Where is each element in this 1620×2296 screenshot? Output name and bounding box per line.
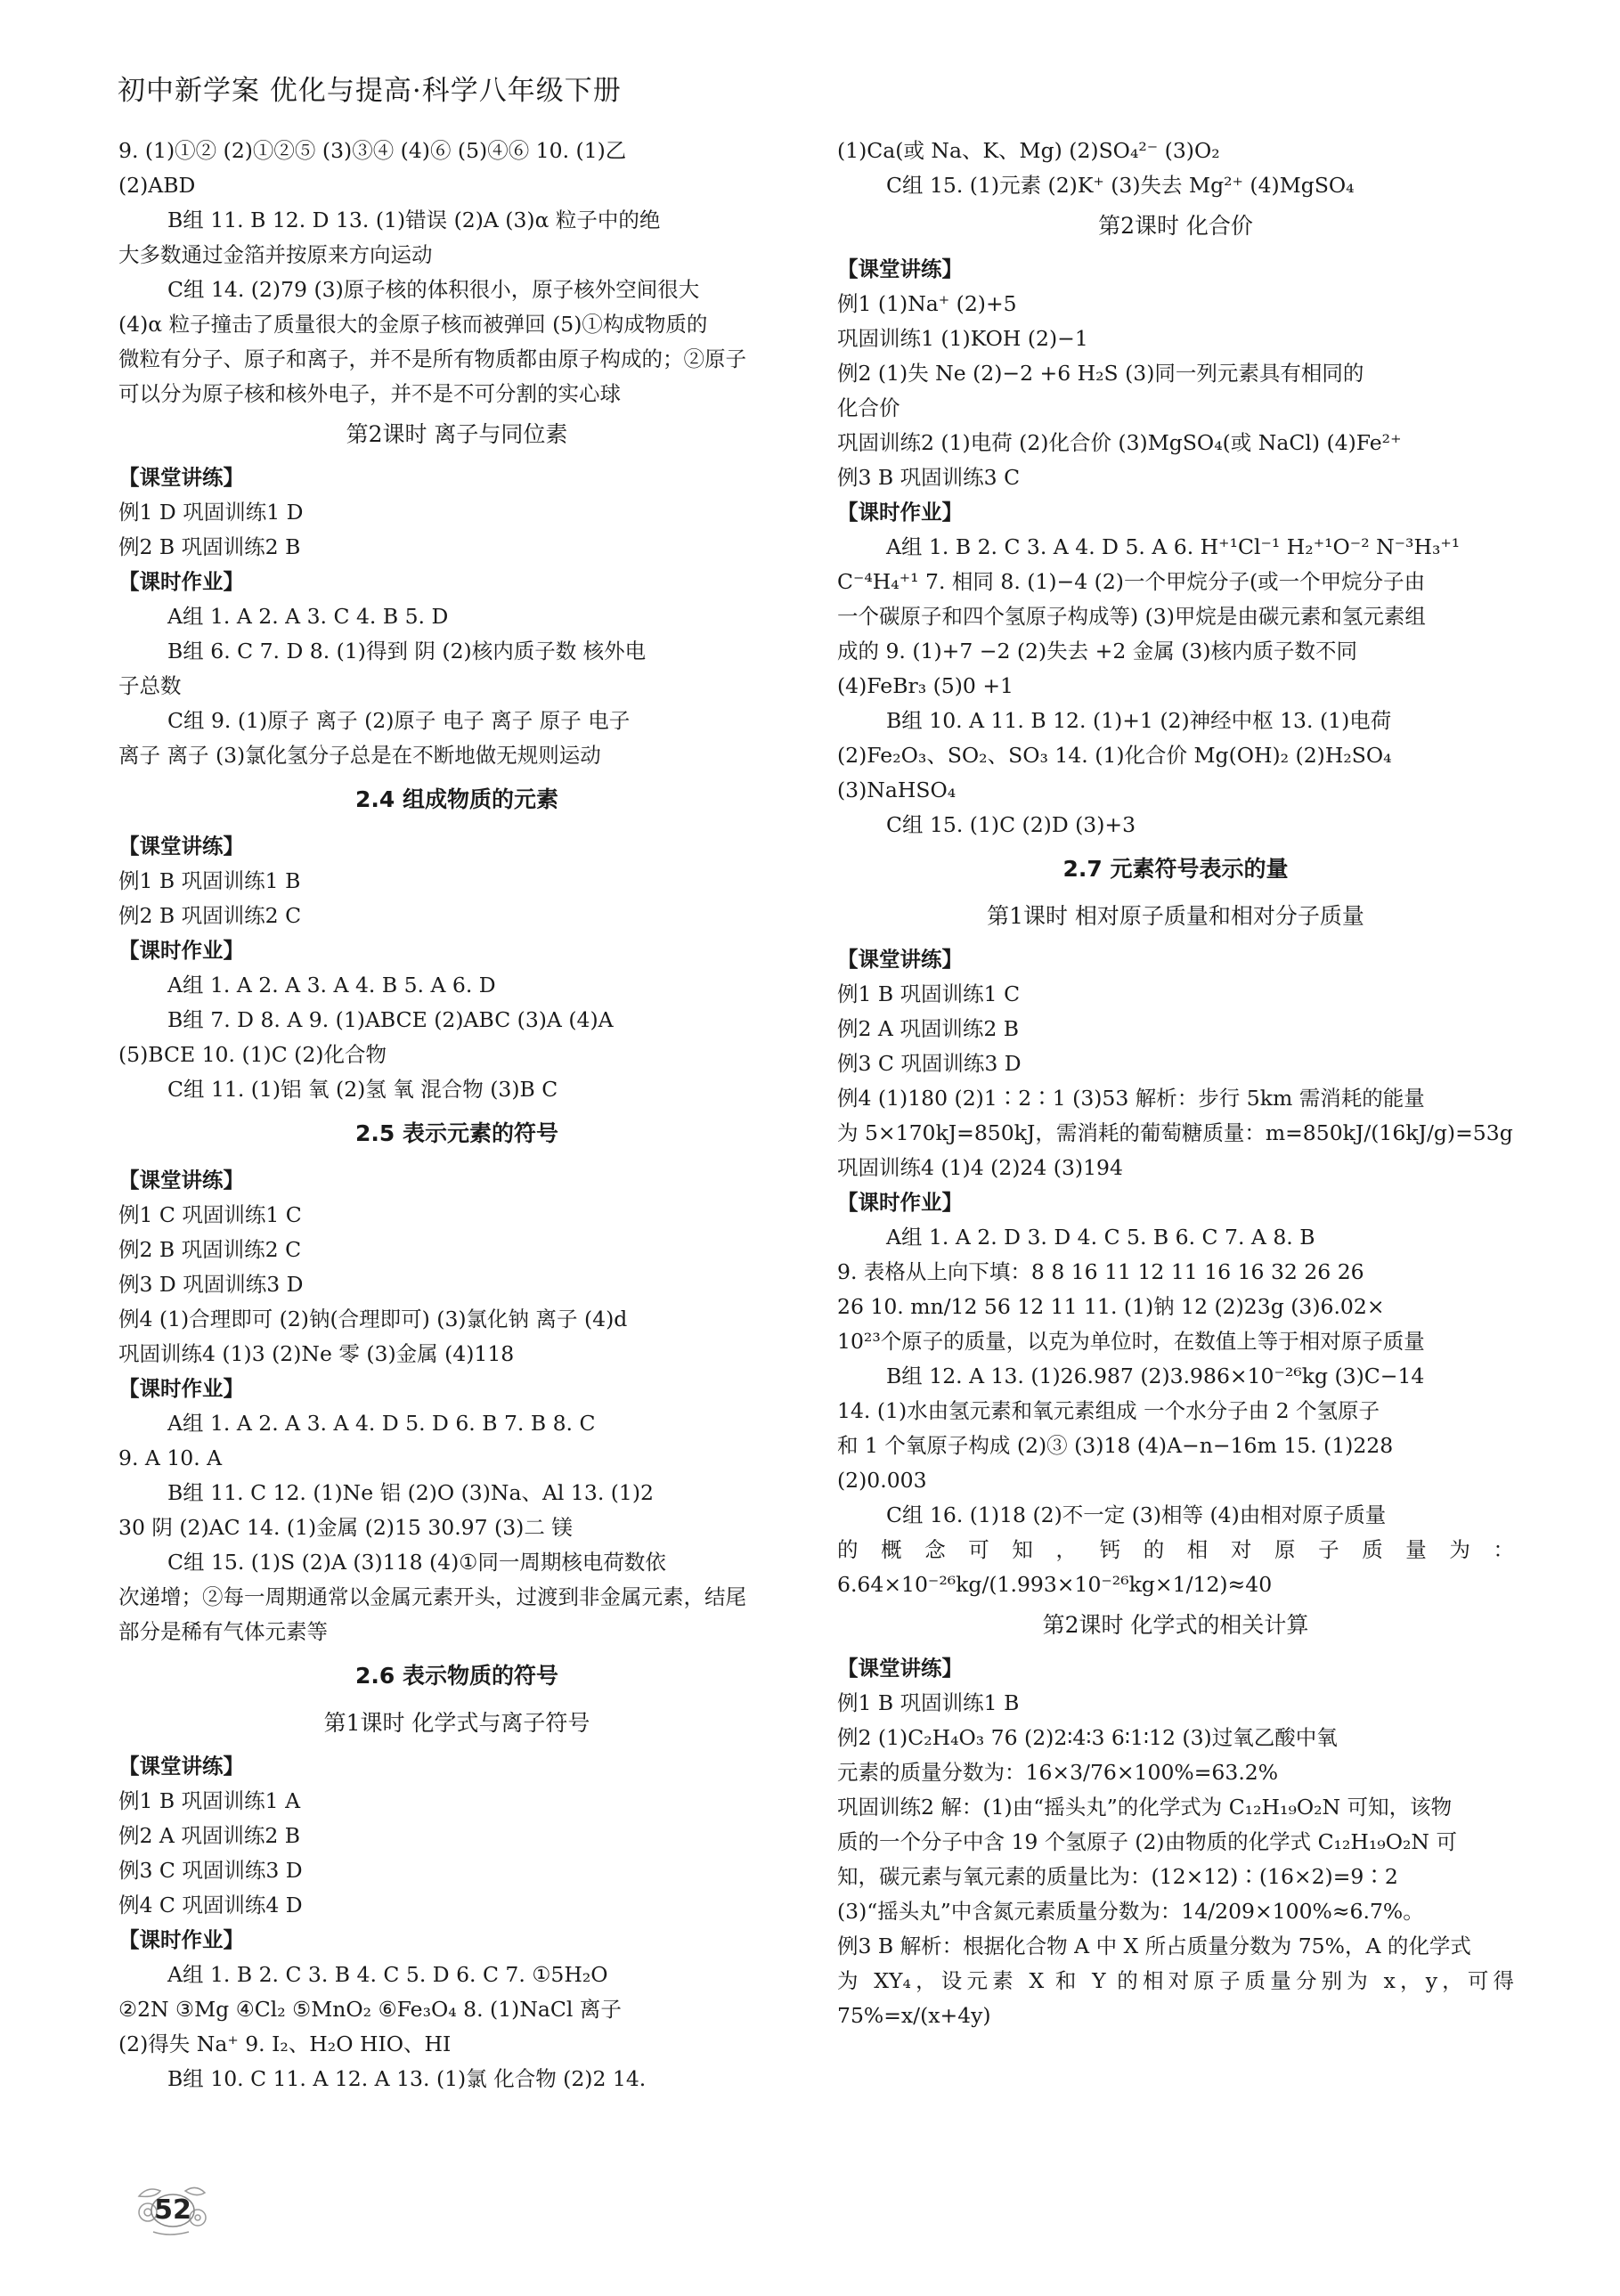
- answer-group-line: A组 1. A 2. A 3. C 4. B 5. D: [167, 604, 449, 629]
- answer-line: (2)Fe₂O₃、SO₂、SO₃ 14. (1)化合价 Mg(OH)₂ (2)H₂SO₄: [837, 743, 1392, 768]
- subsection-label: 【课堂讲练】: [118, 1754, 244, 1779]
- answer-line: 例4 (1)合理即可 (2)钠(合理即可) (3)氯化钠 离子 (4)d: [118, 1307, 628, 1331]
- answer-line: 巩固训练4 (1)3 (2)Ne 零 (3)金属 (4)118: [118, 1341, 515, 1366]
- right-column: [837, 134, 1514, 2033]
- answer-group-line: A组 1. A 2. D 3. D 4. C 5. B 6. C 7. A 8. B: [886, 1225, 1315, 1250]
- answer-line: 的概念可知，钙的相对原子质量为：6.64×10⁻²⁶kg/(1.993×10⁻²⁶kg×1/12)≈40: [837, 1537, 1514, 1597]
- answer-line: (2)0.003: [837, 1468, 927, 1493]
- answer-line: 例3 D 巩固训练3 D: [118, 1272, 304, 1297]
- answer-group-line: C组 15. (1)S (2)A (3)118 (4)①同一周期核电荷数依: [167, 1550, 666, 1575]
- section-title: 2.7 元素符号表示的量: [1062, 856, 1289, 882]
- section-title: 2.5 表示元素的符号: [355, 1120, 558, 1146]
- answer-line: 例1 (1)Na⁺ (2)+5: [837, 291, 1017, 316]
- answer-line: 例1 D 巩固训练1 D: [118, 500, 304, 525]
- subsection-label: 【课堂讲练】: [837, 947, 963, 972]
- subsection-label: 【课时作业】: [118, 1376, 244, 1401]
- answer-line: (3)NaHSO₄: [837, 778, 957, 802]
- answer-line: 例2 B 巩固训练2 C: [118, 903, 302, 928]
- answer-line: 巩固训练2 (1)电荷 (2)化合价 (3)MgSO₄(或 NaCl) (4)Fe²⁺: [837, 430, 1402, 455]
- answer-line: 26 10. mn/12 56 12 11 11. (1)钠 12 (2)23g (3)6.02×: [837, 1294, 1385, 1319]
- answer-line: 例3 B 解析：根据化合物 A 中 X 所占质量分数为 75%，A 的化学式: [837, 1934, 1471, 1958]
- answer-group-line: B组 10. A 11. B 12. (1)+1 (2)神经中枢 13. (1)电荷: [886, 708, 1392, 733]
- subsection-label: 【课堂讲练】: [118, 834, 244, 859]
- answer-line: 9. (1)①② (2)①②⑤ (3)③④ (4)⑥ (5)④⑥ 10. (1)乙: [118, 138, 627, 163]
- subsection-label: 【课时作业】: [118, 938, 244, 963]
- page-number-badge: [135, 2178, 210, 2237]
- answer-line: (4)FeBr₃ (5)0 +1: [837, 673, 1014, 698]
- answer-line: 例3 C 巩固训练3 D: [837, 1051, 1022, 1076]
- answer-line: 例1 B 巩固训练1 B: [118, 868, 301, 893]
- answer-group-line: B组 6. C 7. D 8. (1)得到 阴 (2)核内质子数 核外电: [167, 639, 647, 664]
- answer-line: C⁻⁴H₄⁺¹ 7. 相同 8. (1)−4 (2)一个甲烷分子(或一个甲烷分子由: [837, 569, 1426, 594]
- answer-line: 例2 (1)C₂H₄O₃ 76 (2)2∶4∶3 6∶1∶12 (3)过氧乙酸中氧: [837, 1725, 1338, 1750]
- answer-line: 10²³个原子的质量，以克为单位时，在数值上等于相对原子质量: [837, 1329, 1425, 1354]
- answer-line: 例2 B 巩固训练2 B: [118, 534, 301, 559]
- answer-line: 例4 C 巩固训练4 D: [118, 1893, 303, 1917]
- answer-line: 为 5×170kJ=850kJ，需消耗的葡萄糖质量：m=850kJ/(16kJ/g)=53g: [837, 1120, 1513, 1145]
- answer-line: 化合价: [837, 395, 900, 420]
- answer-group-line: C组 15. (1)C (2)D (3)+3: [886, 812, 1136, 837]
- answer-group-line: C组 16. (1)18 (2)不一定 (3)相等 (4)由相对原子质量: [886, 1502, 1387, 1527]
- answer-line: 可以分为原子核和核外电子，并不是不可分割的实心球: [118, 381, 621, 406]
- subsection-label: 【课堂讲练】: [118, 1168, 244, 1193]
- answer-group-line: A组 1. A 2. A 3. A 4. B 5. A 6. D: [167, 973, 496, 997]
- answer-line: 例1 B 巩固训练1 C: [837, 981, 1021, 1006]
- answer-line: 例2 (1)失 Ne (2)−2 +6 H₂S (3)同一列元素具有相同的: [837, 361, 1364, 386]
- answer-group-line: B组 7. D 8. A 9. (1)ABCE (2)ABC (3)A (4)A: [167, 1007, 614, 1032]
- answer-group-line: B组 11. B 12. D 13. (1)错误 (2)A (3)α 粒子中的绝: [167, 208, 661, 232]
- answer-line: 大多数通过金箔并按原来方向运动: [118, 242, 433, 267]
- answer-line: 9. A 10. A: [118, 1445, 223, 1470]
- answer-line: (4)α 粒子撞击了质量很大的金原子核而被弹回 (5)①构成物质的: [118, 312, 708, 337]
- answer-line: 30 阴 (2)AC 14. (1)金属 (2)15 30.97 (3)二 镁: [118, 1515, 573, 1540]
- answer-line: 14. (1)水由氢元素和氧元素组成 一个水分子由 2 个氢原子: [837, 1398, 1380, 1423]
- page-header: 初中新学案 优化与提高·科学八年级下册: [118, 75, 622, 107]
- answer-group-line: C组 14. (2)79 (3)原子核的体积很小，原子核外空间很大: [167, 277, 700, 302]
- answer-line: (1)Ca(或 Na、K、Mg) (2)SO₄²⁻ (3)O₂: [837, 138, 1220, 163]
- answer-group-line: C组 11. (1)铝 氧 (2)氢 氧 混合物 (3)B C: [167, 1077, 558, 1102]
- lesson-title: 第2课时 离子与同位素: [346, 421, 568, 447]
- answer-line: 部分是稀有气体元素等: [118, 1619, 328, 1644]
- answer-line: 巩固训练1 (1)KOH (2)−1: [837, 326, 1088, 351]
- page-number: 52: [154, 2194, 191, 2226]
- section-title: 2.6 表示物质的符号: [355, 1663, 558, 1689]
- answer-line: 例4 (1)180 (2)1∶2∶1 (3)53 解析：步行 5km 需消耗的能量: [837, 1086, 1425, 1111]
- subsection-label: 【课堂讲练】: [837, 1656, 963, 1681]
- answer-line: 成的 9. (1)+7 −2 (2)失去 +2 金属 (3)核内质子数不同: [837, 639, 1357, 664]
- answer-line: 例1 B 巩固训练1 B: [837, 1690, 1020, 1715]
- answer-line: 例2 A 巩固训练2 B: [118, 1823, 301, 1848]
- answer-line: 离子 离子 (3)氯化氢分子总是在不断地做无规则运动: [118, 743, 601, 768]
- answer-group-line: A组 1. B 2. C 3. B 4. C 5. D 6. C 7. ①5H₂O: [167, 1962, 608, 1987]
- answer-line: (3)“摇头丸”中含氮元素质量分数为：14/209×100%≈6.7%。: [837, 1899, 1424, 1924]
- answer-group-line: A组 1. A 2. A 3. A 4. D 5. D 6. B 7. B 8. C: [167, 1411, 596, 1436]
- subsection-label: 【课时作业】: [837, 1190, 963, 1215]
- answer-group-line: B组 12. A 13. (1)26.987 (2)3.986×10⁻²⁶kg (3)C−14: [886, 1364, 1425, 1388]
- answer-line: 元素的质量分数为：16×3/76×100%=63.2%: [837, 1760, 1279, 1785]
- answer-line: 次递增；②每一周期通常以金属元素开头，过渡到非金属元素，结尾: [118, 1584, 746, 1609]
- section-title: 2.4 组成物质的元素: [355, 786, 558, 812]
- subsection-label: 【课堂讲练】: [837, 256, 963, 281]
- answer-group-line: B组 11. C 12. (1)Ne 铝 (2)O (3)Na、Al 13. (1)2: [167, 1480, 654, 1505]
- lesson-title: 第1课时 相对原子质量和相对分子质量: [987, 903, 1364, 929]
- answer-line: 9. 表格从上向下填：8 8 16 11 12 11 16 16 32 26 26: [837, 1259, 1364, 1284]
- answer-line: 例1 C 巩固训练1 C: [118, 1202, 302, 1227]
- answer-line: 例1 B 巩固训练1 A: [118, 1788, 301, 1813]
- subsection-label: 【课时作业】: [118, 1927, 244, 1952]
- subsection-label: 【课时作业】: [118, 569, 244, 594]
- answer-line: 例3 B 巩固训练3 C: [837, 465, 1021, 490]
- answer-line: ②2N ③Mg ④Cl₂ ⑤MnO₂ ⑥Fe₃O₄ 8. (1)NaCl 离子: [118, 1997, 622, 2022]
- subsection-label: 【课时作业】: [837, 500, 963, 525]
- answer-line: 一个碳原子和四个氢原子构成等) (3)甲烷是由碳元素和氢元素组: [837, 604, 1426, 629]
- answer-line: 例2 A 巩固训练2 B: [837, 1016, 1020, 1041]
- answer-group-line: C组 15. (1)元素 (2)K⁺ (3)失去 Mg²⁺ (4)MgSO₄: [886, 173, 1355, 198]
- answer-line: 为 XY₄，设元素 X 和 Y 的相对原子质量分别为 x，y，可得 75%=x/(x+4y): [837, 1968, 1514, 2028]
- answer-line: 子总数: [118, 673, 182, 698]
- answer-line: 巩固训练2 解：(1)由“摇头丸”的化学式为 C₁₂H₁₉O₂N 可知，该物: [837, 1795, 1453, 1820]
- answer-line: 微粒有分子、原子和离子，并不是所有物质都由原子构成的；②原子: [118, 346, 746, 371]
- answer-line: 质的一个分子中含 19 个氢原子 (2)由物质的化学式 C₁₂H₁₉O₂N 可: [837, 1829, 1457, 1854]
- left-column: [118, 134, 795, 2097]
- lesson-title: 第2课时 化学式的相关计算: [1042, 1612, 1309, 1638]
- answer-line: (5)BCE 10. (1)C (2)化合物: [118, 1042, 387, 1067]
- lesson-title: 第2课时 化合价: [1098, 213, 1253, 239]
- answer-group-line: C组 9. (1)原子 离子 (2)原子 电子 离子 原子 电子: [167, 708, 631, 733]
- lesson-title: 第1课时 化学式与离子符号: [323, 1710, 590, 1736]
- answer-line: 和 1 个氧原子构成 (2)③ (3)18 (4)A−n−16m 15. (1)228: [837, 1433, 1394, 1458]
- answer-line: (2)得失 Na⁺ 9. I₂、H₂O HIO、HI: [118, 2031, 452, 2056]
- answer-line: 例3 C 巩固训练3 D: [118, 1858, 303, 1883]
- answer-line: 知，碳元素与氧元素的质量比为：(12×12)∶(16×2)=9∶2: [837, 1864, 1398, 1889]
- answer-line: (2)ABD: [118, 173, 196, 198]
- answer-line: 巩固训练4 (1)4 (2)24 (3)194: [837, 1155, 1123, 1180]
- subsection-label: 【课堂讲练】: [118, 465, 244, 490]
- answer-line: 例2 B 巩固训练2 C: [118, 1237, 302, 1262]
- answer-group-line: B组 10. C 11. A 12. A 13. (1)氯 化合物 (2)2 14.: [167, 2066, 647, 2091]
- answer-group-line: A组 1. B 2. C 3. A 4. D 5. A 6. H⁺¹Cl⁻¹ H₂⁺¹O⁻² N⁻³H₃⁺¹: [886, 534, 1461, 559]
